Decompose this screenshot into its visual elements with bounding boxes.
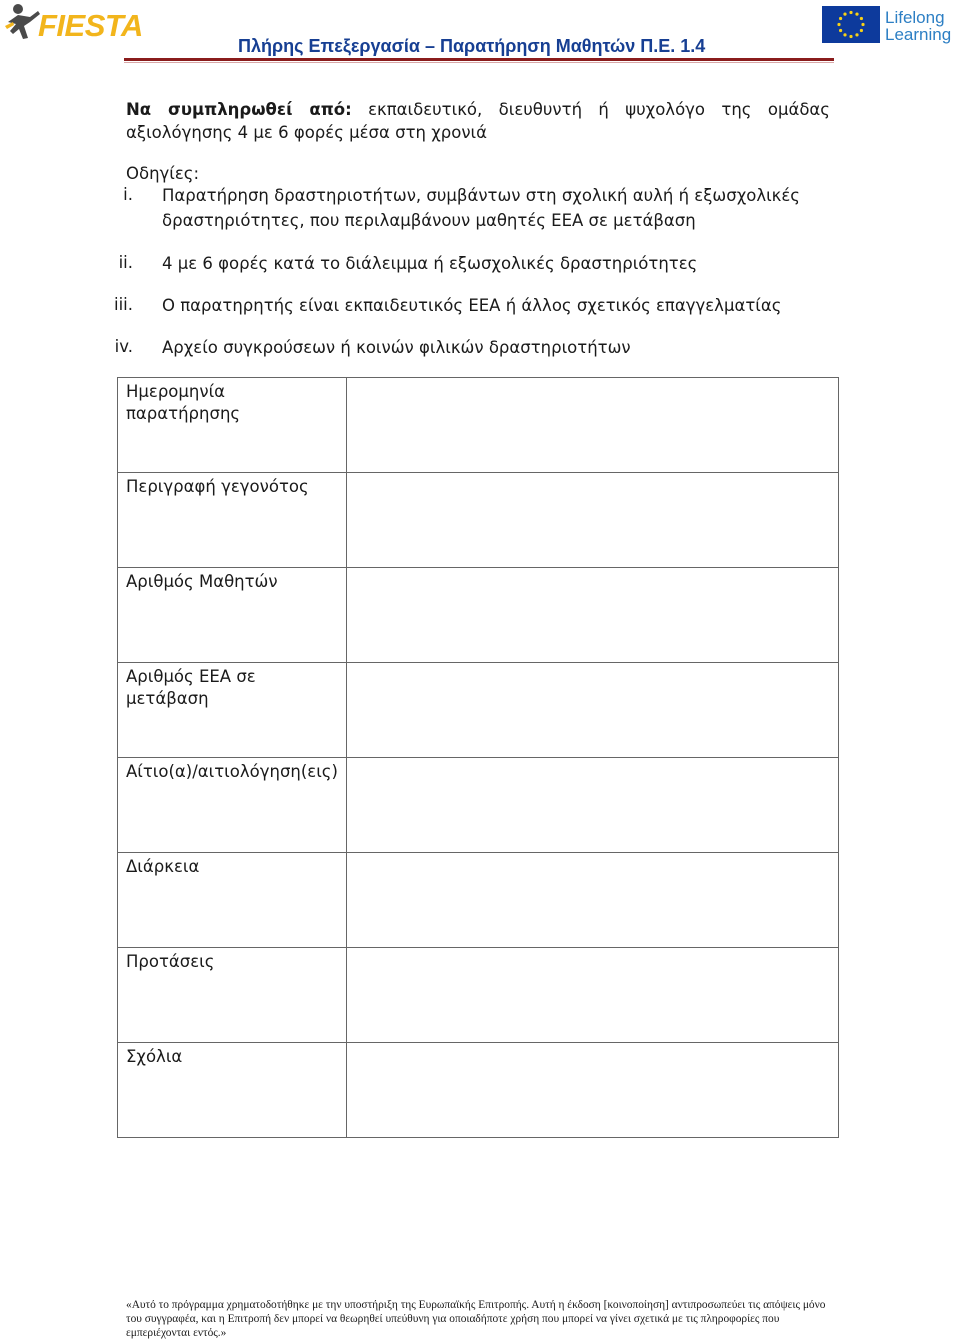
row-label: Ημερομηνία παρατήρησης: [118, 378, 347, 473]
table-row: [118, 1043, 839, 1138]
row-value-field[interactable]: [347, 568, 839, 663]
lifelong-learning-logo: [885, 9, 951, 43]
row-label: Περιγραφή γεγονότος: [118, 473, 347, 568]
header-divider-light: [124, 62, 834, 63]
instruction-text: Ο παρατηρητής είναι εκπαιδευτικός ΕΕΑ ή άλλος σχετικός επαγγελματίας: [162, 296, 782, 315]
row-label: Προτάσεις: [118, 948, 347, 1043]
instruction-text: Παρατήρηση δραστηριοτήτων, συμβάντων στη σχολική αυλή ή εξωσχολικές δραστηριότητες, που περιλαμβάνουν μαθητές ΕΕΑ σε μετάβαση: [162, 186, 800, 230]
row-label: Αριθμός Μαθητών: [118, 568, 347, 663]
instructions-title: Οδηγίες:: [126, 164, 200, 183]
observation-form-table: [117, 377, 839, 1138]
row-value-field[interactable]: [347, 948, 839, 1043]
row-label: Σχόλια: [118, 1043, 347, 1138]
instruction-number: i.: [123, 185, 133, 204]
instruction-number: ii.: [118, 253, 133, 272]
page-header-title: Πλήρης Επεξεργασία – Παρατήρηση Μαθητών Π.Ε. 1.4: [238, 36, 706, 56]
row-value-field[interactable]: [347, 663, 839, 758]
row-label: Διάρκεια: [118, 853, 347, 948]
fill-by-paragraph: [126, 98, 830, 144]
instruction-text: Αρχείο συγκρούσεων ή κοινών φιλικών δραστηριοτήτων: [162, 338, 631, 357]
fill-by-label: Να συμπληρωθεί από:: [126, 100, 352, 119]
row-value-field[interactable]: [347, 1043, 839, 1138]
fiesta-wordmark: FIESTA: [38, 8, 143, 43]
row-value-field[interactable]: [347, 758, 839, 853]
row-value-field[interactable]: [347, 853, 839, 948]
fill-by-text: εκπαιδευτικό, διευθυντή ή ψυχολόγο της ομάδας αξιολόγησης 4 με 6 φορές μέσα στη χρονιά: [126, 100, 830, 142]
eu-disclaimer-footer: «Αυτό το πρόγραμμα χρηματοδοτήθηκε με την υποστήριξη της Ευρωπαϊκής Επιτροπής. Αυτή η έκδοση [κοινοποίηση] αντιπροσωπεύει τις απόψεις μόνο του συγγραφέα, και η Επιτροπή δεν μπορεί να θεωρηθεί υπεύθυνη για οποιαδήποτε χρήση που μπορεί να γίνει σχετικά με τις πληροφορίες που εμπεριέχονται εντός.»: [126, 1299, 826, 1339]
table-row: [118, 378, 839, 473]
table-row: [118, 568, 839, 663]
instruction-number: iii.: [114, 295, 133, 314]
table-row: [118, 758, 839, 853]
lifelong-line-2: Learning: [885, 25, 952, 44]
table-row: [118, 663, 839, 758]
row-value-field[interactable]: [347, 378, 839, 473]
row-label: Αίτιο(α)/αιτιολόγηση(εις): [118, 758, 347, 853]
header-divider: [124, 58, 834, 61]
table-row: [118, 853, 839, 948]
lifelong-line-1: Lifelong: [885, 8, 945, 27]
row-value-field[interactable]: [347, 473, 839, 568]
instruction-text: 4 με 6 φορές κατά το διάλειμμα ή εξωσχολικές δραστηριότητες: [162, 254, 698, 273]
table-row: [118, 948, 839, 1043]
eu-flag-icon: [822, 6, 880, 43]
instruction-number: iv.: [114, 337, 133, 356]
row-label: Αριθμός ΕΕΑ σε μετάβαση: [118, 663, 347, 758]
table-row: [118, 473, 839, 568]
fiesta-logo: [4, 2, 144, 44]
